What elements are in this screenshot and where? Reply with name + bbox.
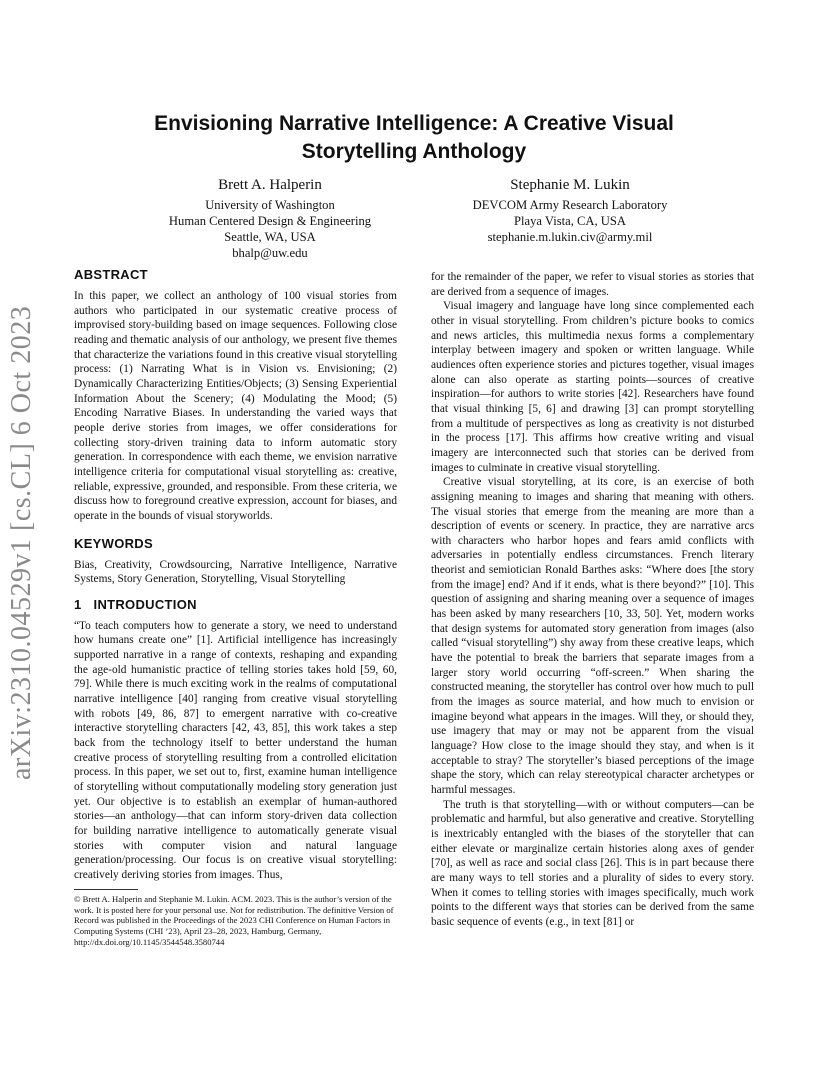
section-number: 1 xyxy=(74,596,82,612)
author-block-2 xyxy=(420,175,720,245)
author-email: stephanie.m.lukin.civ@army.mil xyxy=(487,230,653,244)
author-name: Brett A. Halperin xyxy=(218,177,322,193)
paragraph: for the remainder of the paper, we refer to visual stories as stories that are derived from a sequence of images. xyxy=(431,271,754,298)
title-line-1: Envisioning Narrative Intelligence: A Creative Visual xyxy=(154,112,674,135)
author-department: Human Centered Design & Engineering xyxy=(168,214,372,228)
paragraph: The truth is that storytelling—with or without computers—can be problematic and harmful, but also generative and creative. Storytelling is inextricably entangled with the biases of the storyteller that can either elevate or marginalize certain histories along axes of gender [70], as well as race and social class [26]. This is in part because there are many ways to tell stories and a plurality of sides to every story. When it comes to telling stories with images specifically, much work points to the different ways that stories can be derived from the same basic sequence of events (e.g., in text [81] or xyxy=(431,798,754,928)
copyright-footnote: © Brett A. Halperin and Stephanie M. Lukin. ACM. 2023. This is the author’s version of the work. It is posted here for your personal use. Not for redistribution. The definitive Version of Record was published in the Proceedings of the 2023 CHI Conference on Human Factors in Computing Systems (CHI ’23), April 23–28, 2023, Hamburg, Germany, http://dx.doi.org/10.1145/3544548.3580744 xyxy=(74,893,394,948)
abstract-heading: ABSTRACT xyxy=(74,267,148,282)
right-column xyxy=(431,270,754,930)
author-block-1 xyxy=(120,175,420,261)
arxiv-identifier: arXiv:2310.04529v1 [cs.CL] 6 Oct 2023 xyxy=(6,305,37,780)
paper-title xyxy=(100,110,728,166)
author-location: Seattle, WA, USA xyxy=(224,230,316,244)
keywords-heading: KEYWORDS xyxy=(74,535,153,551)
author-affiliation: DEVCOM Army Research Laboratory xyxy=(472,198,668,212)
left-column xyxy=(74,267,397,948)
author-affiliation: University of Washington xyxy=(205,198,335,212)
introduction-text: “To teach computers how to generate a story, we need to understand how humans create one” [1]. Artificial intelligence has increasingly supported narrative in a range of contexts, reshaping and expanding the age-old humanistic practice of telling stories takes hold [59, 60, 79]. While there is much exciting work in the realms of computational narrative intelligence [40] ranging from creative visual storytelling with robots [49, 86, 87] to emergent narrative with co-creative interactive storytelling characters [42, 43, 85], this work takes a step back from the technology itself to better understand the human creative process of storytelling resulting from a controlled elicitation process. In this paper, we set out to, first, examine human intelligence of storytelling without computationally modeling story generation just yet. Our objective is to establish an exemplar of human-authored stories—an anthology—that can inform story-driven data collection for building narrative intelligence to automatically generate visual stories with computer vision and natural language generation/processing. Our focus is on creative visual storytelling: creatively deriving stories from images. Thus, xyxy=(74,619,397,881)
introduction-heading xyxy=(74,597,397,613)
keywords-text: Bias, Creativity, Crowdsourcing, Narrative Intelligence, Narrative Systems, Story Generation, Storytelling, Visual Storytelling xyxy=(74,558,397,586)
footnote-divider xyxy=(74,889,138,890)
paragraph: Visual imagery and language have long since complemented each other in visual storytelling. From children’s picture books to comics and news articles, this multimedia nexus forms a complementary interplay between imagery and spoken or written language. While audiences often experience stories and pictures together, visual images alone can also operate as starting points—sources of creative inspiration—for authors to write stories [42]. Researchers have found that visual thinking [5, 6] and drawing [3] can prompt storytelling from a multitude of perspectives as long as creativity is not disturbed in the process [17]. This affirms how creative writing and visual imagery are interconnected such that stories can be derived from images to culminate in creative visual storytelling. xyxy=(431,300,754,474)
author-location: Playa Vista, CA, USA xyxy=(513,214,626,228)
author-name: Stephanie M. Lukin xyxy=(510,177,630,193)
paragraph: Creative visual storytelling, at its core, is an exercise of both assigning meaning to images and sharing that meaning with others. The visual stories that emerge from the meaning are more than a description of events or scenery. In practice, they are narrative arcs with characters who harbor hopes and fears amid conflicts with adversaries in potentially endless circumstances. French literary theorist and semiotician Ronald Barthes asks: “Where does [the story from the image] end? And if it ends, what is there beyond?” [10]. This question of assigning and sharing meaning over a sequence of images has been asked by many researchers [10, 33, 50]. Yet, modern works that design systems for automated story generation from images (also called “visual storytelling”) shy away from these creative leaps, which have the potential to break the barriers that separate images from a larger story world occurring “off-screen.” When sharing the constructed meaning, the storyteller has control over how much to pull from the images as source material, and how much to envision or imagine beyond what appears in the images. Will they, or should they, use imagery that may or may not be apparent from the visual language? How close to the image should they stay, and when is it acceptable to stray? The storyteller’s biased perceptions of the image shape the story, which can relay stereotypical character archetypes or harmful messages. xyxy=(431,476,754,796)
title-line-2: Storytelling Anthology xyxy=(301,140,527,163)
author-email: bhalp@uw.edu xyxy=(232,246,308,260)
section-title: INTRODUCTION xyxy=(93,596,197,612)
abstract-text: In this paper, we collect an anthology of 100 visual stories from authors who participated in our systematic creative process of improvised story-building based on image sequences. Following close reading and thematic analysis of our anthology, we present five themes that characterize the variations found in this creative visual storytelling process: (1) Narrating What is in Vision vs. Envisioning; (2) Dynamically Characterizing Entities/Objects; (3) Sensing Experiential Information About the Scenery; (4) Modulating the Mood; (5) Encoding Narrative Biases. In understanding the varied ways that people derive stories from images, we offer considerations for collecting story-driven training data to inform automatic story generation. In correspondence with each theme, we envision narrative intelligence criteria for computational visual storytelling as: creative, reliable, expressive, grounded, and responsible. From these criteria, we discuss how to foreground creative expression, account for biases, and operate in the bounds of visual storyworlds. xyxy=(74,290,397,522)
